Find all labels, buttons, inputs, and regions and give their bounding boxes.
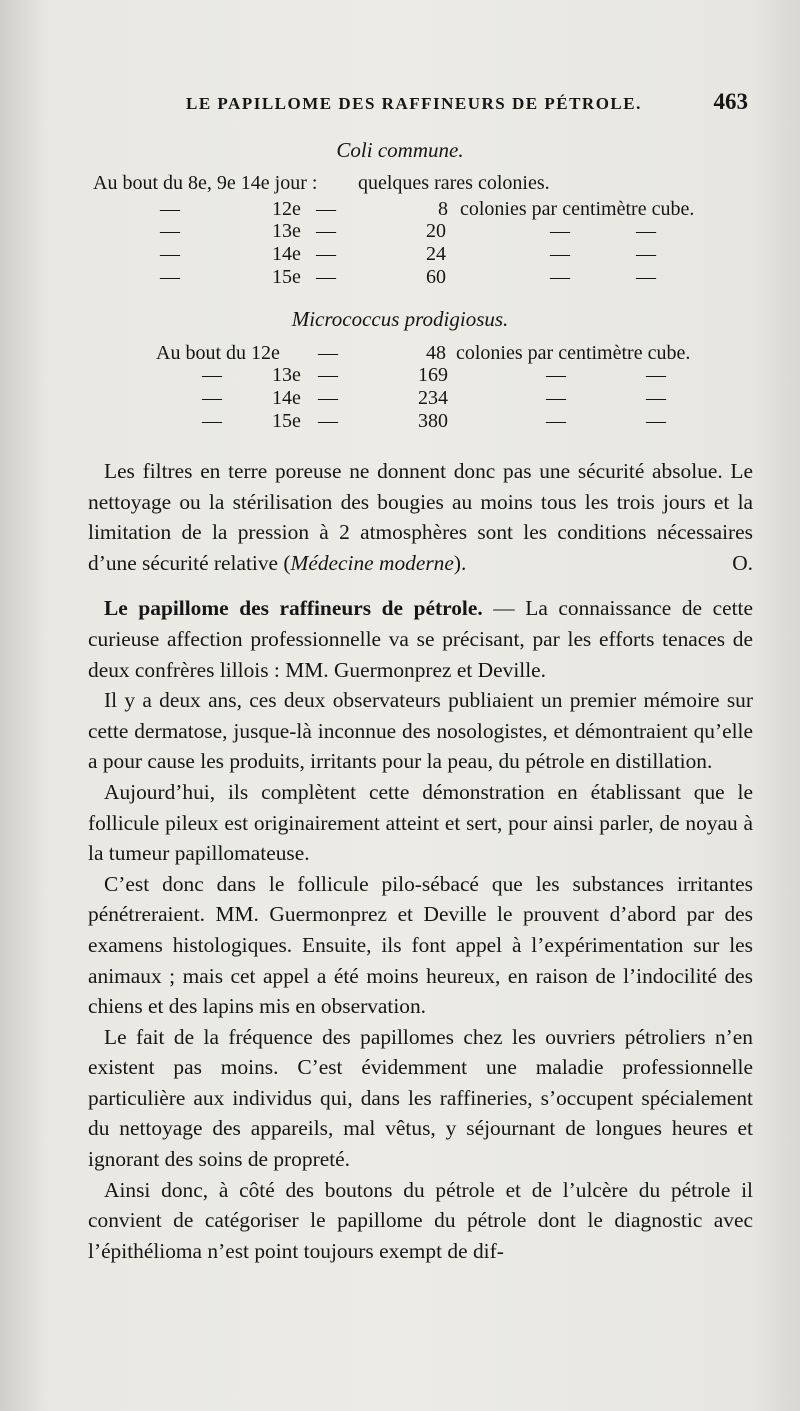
row-dash: — bbox=[316, 243, 336, 265]
table-title-coli: Coli commune. bbox=[336, 138, 464, 162]
paragraph: Il y a deux ans, ces deux observateurs publiaient un premier mémoire sur cette dermatose, jusque-là inconnue des nosologistes, et démontraient qu’elle a pour cause les produits, irritants pour la peau, du pétrole en distillation. bbox=[88, 688, 753, 774]
page-number: 463 bbox=[713, 89, 748, 114]
table-row bbox=[0, 266, 800, 294]
paragraph: Ainsi donc, à côté des boutons du pétrole et de l’ulcère du pétrole il convient de catégoriser le papillome du pétrole dont le diagnostic avec l’épithélioma n’est point toujours exempt de dif- bbox=[88, 1177, 753, 1263]
row-dash: — bbox=[202, 387, 222, 409]
paragraph: C’est donc dans le follicule pilo-sébacé que les substances irritantes pénétreraient. MM. Guermonprez et Deville le prouvent d’abord par des examens histologiques. Ensuite, ils font appel à l’expérimentation sur les animaux ; mais cet appel a été moins heureux, en raison de l’indocilité des chiens et des lapins mis en observation. bbox=[88, 871, 753, 1019]
row-dash: — bbox=[318, 342, 338, 364]
row-count: 8 bbox=[438, 198, 448, 220]
row-dash: — bbox=[160, 266, 180, 288]
row-count: 60 bbox=[426, 266, 446, 288]
paragraph bbox=[88, 456, 753, 578]
paragraph-text: — La connaissance de cette curieuse affection professionnelle va se précisant, par les efforts tenaces de deux confrères lillois : MM. Guermonprez et Deville. bbox=[88, 596, 753, 682]
row-unit: colonies par centimètre cube. bbox=[460, 198, 695, 220]
row-dash: — bbox=[160, 220, 180, 242]
row-count: 169 bbox=[418, 364, 448, 386]
row-count: 234 bbox=[418, 387, 448, 409]
row-count: quelques rares colonies. bbox=[358, 172, 550, 194]
row-dash: — bbox=[318, 387, 338, 409]
row-dash: — bbox=[646, 364, 666, 386]
paragraph-text: Les filtres en terre poreuse ne donnent donc pas une sécurité absolue. Le nettoyage ou la stérilisation des bougies au moins tous les trois jours et la limitation de la pression à 2 atmosphères sont les conditions nécessaires d’une sécurité relative ( bbox=[88, 459, 753, 575]
table-title-micrococcus: Micrococcus prodigiosus. bbox=[291, 307, 509, 331]
paragraph-text: ). bbox=[453, 550, 467, 575]
running-header bbox=[186, 89, 748, 124]
table-row bbox=[0, 172, 800, 200]
row-dash: — bbox=[546, 410, 566, 432]
row-dash: — bbox=[546, 387, 566, 409]
body-text bbox=[88, 456, 753, 1266]
running-title: LE PAPILLOME DES RAFFINEURS DE PÉTROLE. bbox=[186, 94, 642, 113]
source-citation: Médecine moderne bbox=[290, 550, 454, 575]
row-unit: colonies par centimètre cube. bbox=[456, 342, 691, 364]
row-dash: — bbox=[550, 266, 570, 288]
row-dash: — bbox=[546, 364, 566, 386]
row-dash: — bbox=[318, 364, 338, 386]
row-count: 24 bbox=[426, 243, 446, 265]
row-dash: — bbox=[202, 364, 222, 386]
row-dash: — bbox=[160, 198, 180, 220]
row-label: Au bout du 8e, 9e 14e jour : bbox=[93, 172, 318, 194]
row-dash: — bbox=[316, 198, 336, 220]
row-dash: — bbox=[636, 243, 656, 265]
row-day: 13e bbox=[272, 220, 301, 242]
row-dash: — bbox=[550, 243, 570, 265]
author-initial: O. bbox=[732, 550, 753, 575]
row-day: 14e bbox=[272, 387, 301, 409]
row-dash: — bbox=[316, 220, 336, 242]
row-label: Au bout du 12e bbox=[156, 342, 280, 364]
table-row bbox=[0, 410, 800, 438]
row-dash: — bbox=[646, 387, 666, 409]
paragraph bbox=[88, 593, 753, 685]
row-dash: — bbox=[636, 266, 656, 288]
row-dash: — bbox=[318, 410, 338, 432]
row-day: 13e bbox=[272, 364, 301, 386]
row-dash: — bbox=[202, 410, 222, 432]
row-count: 380 bbox=[418, 410, 448, 432]
row-dash: — bbox=[646, 410, 666, 432]
row-day: 15e bbox=[272, 266, 301, 288]
row-dash: — bbox=[160, 243, 180, 265]
paragraph: Le fait de la fréquence des papillomes chez les ouvriers pétroliers n’en existent pas moins. C’est évidemment une maladie professionnelle particulière aux individus qui, dans les raffineries, s’occupent spécialement du nettoyage des appareils, mal vêtus, y séjournant de longues heures et ignorant des soins de propreté. bbox=[88, 1024, 753, 1172]
row-day: 15e bbox=[272, 410, 301, 432]
section-heading: Le papillome des raffineurs de pétrole. bbox=[104, 596, 483, 621]
row-dash: — bbox=[636, 220, 656, 242]
row-count: 20 bbox=[426, 220, 446, 242]
row-dash: — bbox=[550, 220, 570, 242]
row-day: 14e bbox=[272, 243, 301, 265]
row-day: 12e bbox=[272, 198, 301, 220]
row-count: 48 bbox=[426, 342, 446, 364]
row-dash: — bbox=[316, 266, 336, 288]
paragraph: Aujourd’hui, ils complètent cette démonstration en établissant que le follicule pileux est originairement atteint et sert, pour ainsi parler, de noyau à la tumeur papillomateuse. bbox=[88, 779, 753, 866]
